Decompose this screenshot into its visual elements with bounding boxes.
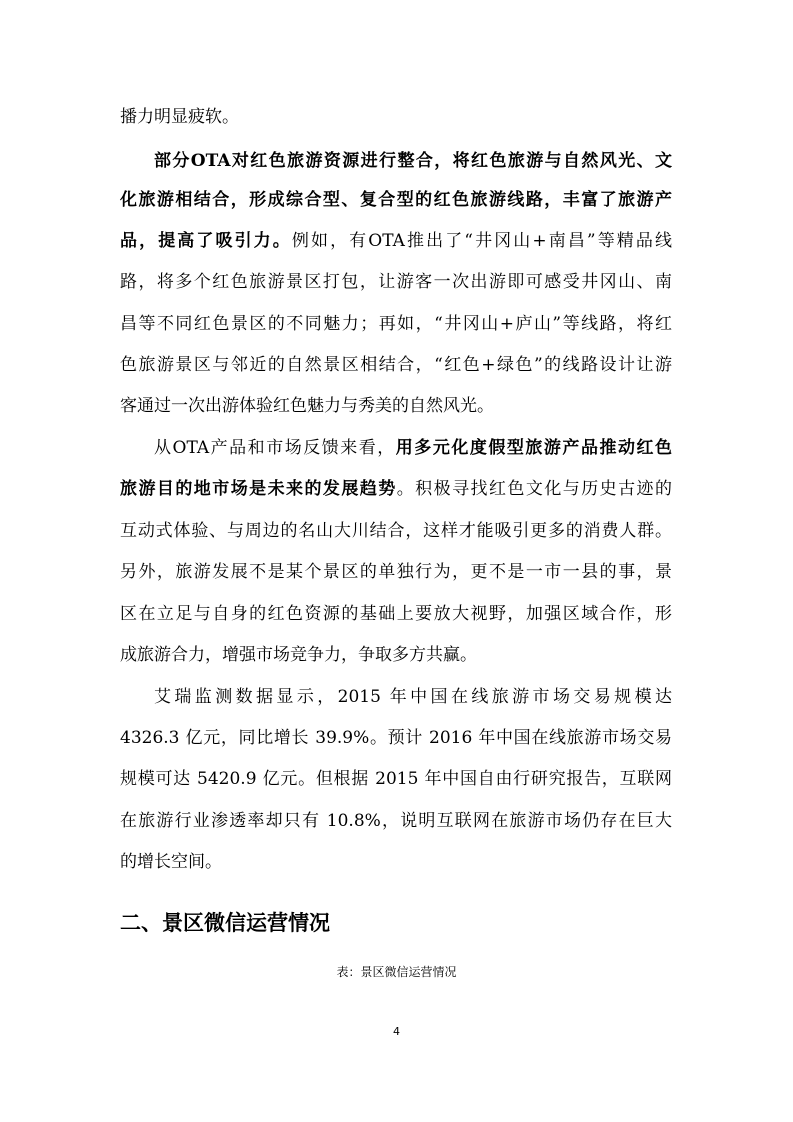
emphasis-text: 部分OTA对红色旅游资源进行整合，将红色旅游与自然风光、文 [154,151,672,171]
body-text-line [120,640,672,670]
line-text: 从OTA产品和市场反馈来看， [154,438,396,458]
body-text-line [154,146,672,176]
body-text-line [120,185,672,215]
table-caption: 表：景区微信运营情况 [336,965,457,979]
line-text: 在旅游行业渗透率却只有 10.8%，说明互联网在旅游市场仍存在巨大 [120,811,672,831]
body-text-line [120,474,672,504]
line-text: 成旅游合力，增强市场竞争力，争取多方共赢。 [120,645,477,665]
body-text-line [120,391,672,421]
line-text: 例如，有OTA推出了“井冈山+南昌”等精品线 [291,231,673,251]
line-text: 昌等不同红色景区的不同魅力；再如，“井冈山+庐山”等线路，将红 [120,314,672,334]
line-text: 的增长空间。 [120,852,222,872]
section-heading: 二、景区微信运营情况 [120,911,330,935]
emphasis-text: 化旅游相结合，形成综合型、复合型的红色旅游线路，丰富了旅游产 [120,190,672,210]
body-text-line [120,226,672,256]
emphasis-text: 品，提高了吸引力。 [120,231,292,251]
body-text-line [120,557,672,587]
body-text-line [154,433,672,463]
line-text: 客通过一次出游体验红色魅力与秀美的自然风光。 [120,396,494,416]
body-text-line [120,847,672,877]
page-number: 4 [393,1025,400,1038]
line-text: 路，将多个红色旅游景区打包，让游客一次出游即可感受井冈山、南 [120,272,672,292]
line-text: 互动式体验、与周边的名山大川结合，这样才能吸引更多的消费人群。 [120,521,672,541]
body-text-line [120,102,672,132]
line-text: 区在立足与自身的红色资源的基础上要放大视野，加强区域合作，形 [120,604,672,624]
body-text-line [120,806,672,836]
emphasis-text: 用多元化度假型旅游产品推动红色 [395,438,672,458]
body-text-line [120,764,672,794]
body-text-line [120,516,672,546]
line-text: 播力明显疲软。 [120,107,239,127]
body-text-line [120,309,672,339]
body-text-line [120,267,672,297]
line-text: 色旅游景区与邻近的自然景区相结合，“红色+绿色”的线路设计让游 [120,355,672,375]
body-text-line [120,350,672,380]
line-text: 规模可达 5420.9 亿元。但根据 2015 年中国自由行研究报告，互联网 [120,769,672,789]
line-text: 另外，旅游发展不是某个景区的单独行为，更不是一市一县的事，景 [120,562,672,582]
body-text-line [154,682,672,712]
emphasis-text: 旅游目的地市场是未来的发展趋势 [120,479,397,499]
line-text: 4326.3 亿元，同比增长 39.9%。预计 2016 年中国在线旅游市场交易 [120,728,672,748]
line-text: 。积极寻找红色文化与历史古迹的 [396,479,673,499]
body-text-line [120,599,672,629]
line-text: 艾瑞监测数据显示，2015 年中国在线旅游市场交易规模达 [154,687,672,707]
body-text-line [120,723,672,753]
